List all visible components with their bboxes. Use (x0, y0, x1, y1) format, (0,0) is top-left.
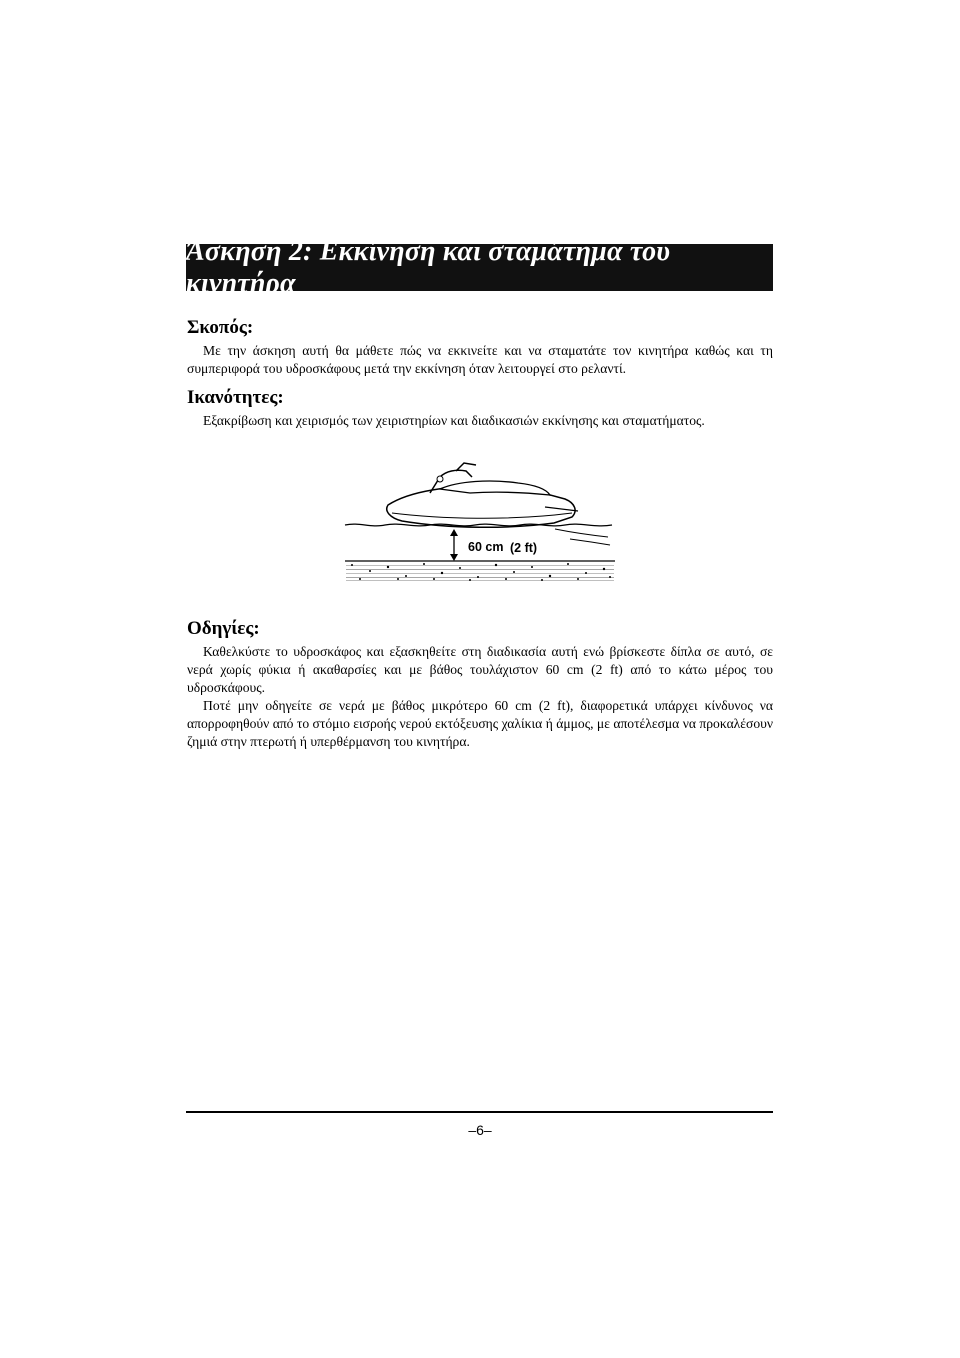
watercraft-depth-illustration (340, 455, 620, 585)
depth-label-ft: (2 ft) (510, 541, 538, 555)
section-title-banner (186, 235, 773, 299)
skills-section (187, 386, 773, 430)
page-title: Άσκηση 2: Εκκίνηση και σταμάτημα του κινητήρα (186, 235, 671, 299)
purpose-section (187, 316, 773, 378)
footer-divider (186, 1111, 773, 1113)
purpose-text: Με την άσκηση αυτή θα μάθετε πώς να εκκινείτε και να σταματάτε τον κινητήρα καθώς και τη συμπεριφορά του υδροσκάφους μετά την εκκίνηση όταν λειτουργεί στο ρελαντί. (187, 343, 773, 376)
instructions-text-1: Καθελκύστε το υδροσκάφος και εξασκηθείτε στη διαδικασία αυτή ενώ βρίσκεστε δίπλα σε αυτό, σε νερά χωρίς φύκια ή ακαθαρσίες και με βάθος τουλάχιστον 60 cm (2 ft) από το κάτω μέρος του υδροσκάφους. (187, 644, 773, 695)
instructions-heading: Οδηγίες: (187, 618, 260, 639)
watercraft-drawing (340, 455, 620, 585)
skills-heading: Ικανότητες: (187, 387, 284, 408)
page-number: –6– (468, 1122, 492, 1138)
instructions-text-2: Ποτέ μην οδηγείτε σε νερά με βάθος μικρότερο 60 cm (2 ft), διαφορετικά υπάρχει κίνδυνος να απορροφηθούν από το στόμιο εισροής νερού εκτόξευσης χαλίκια ή άμμος, με αποτέλεσμα να προκαλέσουν ζημιά στην πτερωτή ή υπερθέρμανση του κινητήρα. (187, 698, 773, 749)
instructions-section (187, 617, 773, 751)
depth-label-cm: 60 cm (468, 540, 504, 554)
purpose-heading: Σκοπός: (187, 317, 254, 338)
skills-text: Εξακρίβωση και χειρισμός των χειριστηρίων και διαδικασιών εκκίνησης και σταματήματος. (203, 413, 705, 428)
